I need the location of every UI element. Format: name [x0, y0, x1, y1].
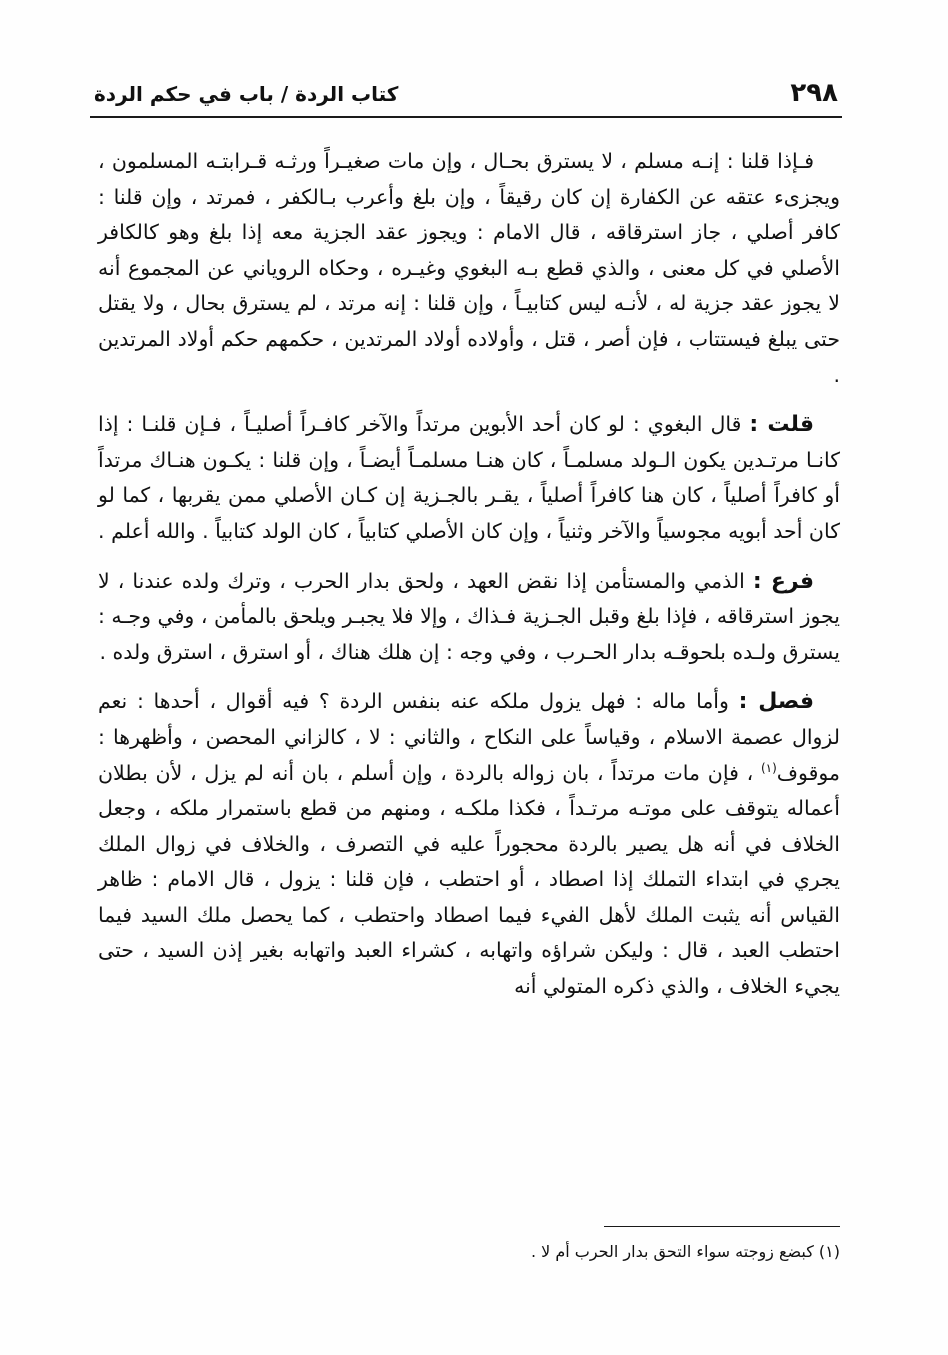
header-divider — [90, 116, 842, 118]
paragraph-fasl-text-end: ، فإن مات مرتداً ، بان زواله بالردة ، وإن أسلم ، بان أنه لم يزل ، لأن بطلان أعماله يتوقف على موتـه مرتـداً ، فكذا ملكـه ، ومنهم من قطع باستمرار ملكه ، وجعل الخلاف في أنه هل يصير بالردة محجوراً عليه في التصرف ، والخلاف في زوال الملك يجري في ابتداء التملك إذا اصطاد ، أو احتطب ، فإن قلنا : يزول ، قال الامام : ظاهر القياس أنه يثبت الملك لأهل الفيء فيما اصطاد واحتطب ، كما يحصل ملك السيد فيما احتطب العبد ، قال : وليكن شراؤه واتهابه ، كشراء العبد واتهابه بغير إذن السيد ، حتى يجيء الخلاف ، والذي ذكره المتولي أنه — [98, 760, 840, 999]
paragraph-lead-qultu: قلت : — [749, 412, 814, 438]
footnote-divider — [604, 1226, 840, 1227]
paragraph-fasl — [98, 684, 840, 1004]
paragraph-far — [98, 564, 840, 671]
paragraph-qultu — [98, 407, 840, 549]
running-header — [90, 78, 842, 112]
running-title: كتاب الردة / باب في حكم الردة — [94, 82, 399, 106]
paragraph-lead-far: فرع : — [752, 568, 814, 594]
paragraph-fasl-text-start: وأما ماله : فهل يزول ملكه عنه بنفس الردة ؟ فيه أقوال ، أحدها : نعم لزوال عصمة الاسلام ، وقياساً على النكاح ، والثاني : لا ، كالزاني المحصن ، وأظهرها : موقوف — [98, 689, 840, 785]
paragraph-far-text: الذمي والمستأمن إذا نقض العهد ، ولحق بدار الحرب ، وترك ولده عندنا ، لا يجوز استرقاقه ، فإذا بلغ وقبل الجـزية فـذاك ، وإلا فلا يجبـر ويلحق بالمأمن ، وفي وجـه : يسترق ولـده بلحوقـه بدار الحـرب ، وفي وجه : إن هلك هناك ، أو استرق ، استرق ولده . — [98, 568, 840, 664]
footnote-reference[interactable]: (١) — [760, 760, 777, 775]
page-number: ٢٩٨ — [790, 78, 838, 108]
paragraph-qultu-text: قال البغوي : لو كان أحد الأبوين مرتداً والآخر كافـراً أصليـاً ، فـإن قلنـا : إذا كانـا مرتـدين يكون الـولد مسلمـاً ، كان هنـا مسلمـاً أيضـاً ، وإن قلنا : يكـون هنـاك مرتداً أو كافراً أصلياً ، كان هنا كافراً أصلياً ، يقـر بالجـزية إن كـان الأصلي ممن يقربها ، كما لو كان أحد أبويه مجوسياً والآخر وثنياً ، وإن كان الأصلي كتابياً ، كان الولد كتابياً . والله أعلم . — [98, 412, 840, 543]
paragraph-1 — [98, 144, 840, 393]
footnote: (١) كبضع زوجته سواء التحق بدار الحرب أم لا . — [530, 1242, 840, 1261]
paragraph-1-text: فـإذا قلنا : إنـه مسلم ، لا يسترق بحـال ، وإن مات صغيـراً ورثـه قـرابتـه المسلمون ، ويجزىء عتقه عن الكفارة إن كان رقيقاً ، وإن بلغ وأعرب بـالكفر ، فمرتد ، وإن قلنا : كافر أصلي ، جاز استرقاقه ، قال الامام : ويجوز عقد الجزية معه إذا بلغ وهو كالكافر الأصلي في كل معنى ، والذي قطع بـه البغوي وغيـره ، وحكاه الروياني عن المجموع أنه لا يجوز عقد جزية له ، لأنـه ليس كتابيـاً ، وإن قلنا : إنه مرتد ، لم يسترق بحال ، ولا يقتل حتى يبلغ فيستتاب ، فإن أصر ، قتل ، وأولاده أولاد المرتدين ، حكمهم حكم أولاد المرتدين . — [98, 149, 840, 387]
main-text — [98, 144, 840, 1019]
paragraph-lead-fasl: فصل : — [738, 689, 814, 715]
